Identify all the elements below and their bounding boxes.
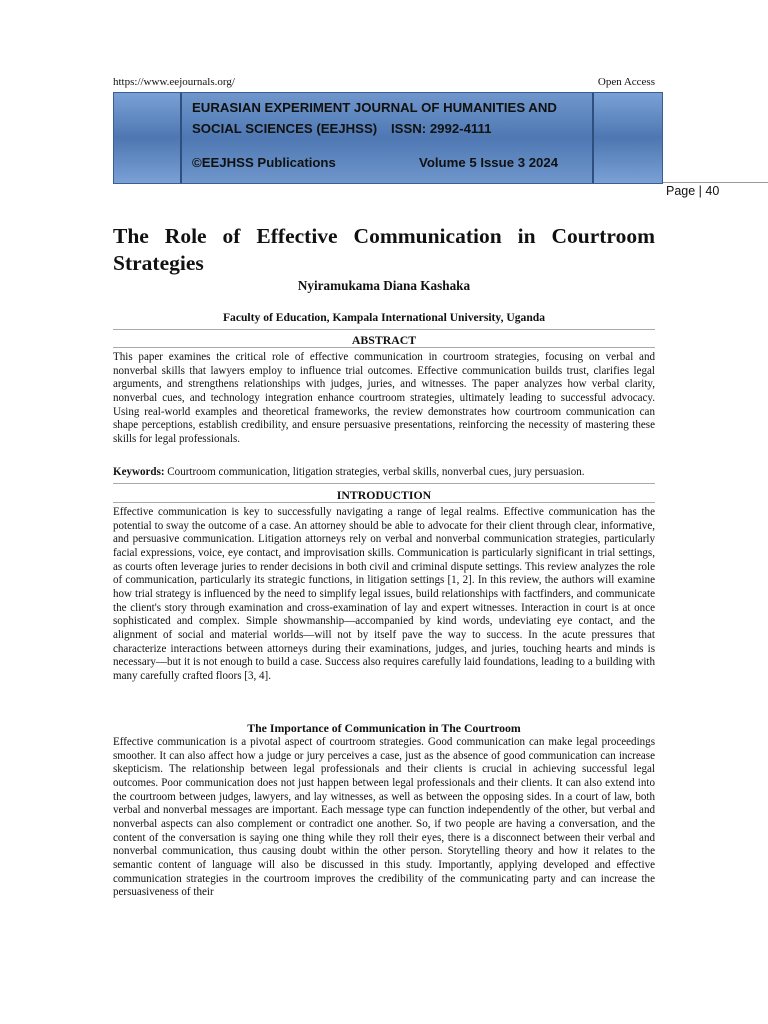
importance-text: Effective communication is a pivotal aspect of courtroom strategies. Good communication can make legal proceedings smoother. It can also affect how a judge or jury perceives a case, just as the absence of good communication can increase skepticism. The relationship between legal professionals and their clients is crucial in achieving successful legal outcomes. Poor communication does not just happen between legal professionals and their clients. It can also extend into the courtroom between judges, lawyers, and lay witnesses, as well as between the opposing sides. In a court of law, both verbal and nonverbal messages are important. Each message type can function independently of the other, but verbal and nonverbal aspects can also complement or contradict one another. So, if two people are having a conversation, and the content of the conversation is saying one thing while they roll their eyes, there is a disconnect between their verbal and nonverbal communication, thus causing doubt within the other person. Storytelling theory and how it relates to the semantic content of language will also be discussed in this study. Importantly, applying developed and effective communication strategies in the courtroom improves the credibility of the communicating party and can increase the persuasiveness of their (113, 736, 655, 899)
journal-name-line1: EURASIAN EXPERIMENT JOURNAL OF HUMANITIES AND (192, 100, 557, 115)
page-number: Page | 40 (666, 184, 720, 198)
keywords-text: Courtroom communication, litigation strategies, verbal skills, nonverbal cues, jury persuasion. (164, 466, 585, 478)
abstract-top-rule (113, 329, 655, 330)
banner-left-panel (114, 93, 182, 183)
journal-banner (113, 92, 663, 184)
banner-right-panel (592, 93, 662, 183)
introduction-heading-rule (113, 502, 655, 503)
article-title: The Role of Effective Communication in Courtroom Strategies (113, 224, 655, 275)
keywords-line (113, 466, 655, 480)
running-header (113, 75, 655, 89)
journal-name-line2: SOCIAL SCIENCES (EEJHSS) (192, 121, 378, 136)
abstract-heading: ABSTRACT (351, 333, 417, 347)
journal-publisher: ©EEJHSS Publications (192, 155, 336, 170)
abstract-heading-rule (113, 347, 655, 348)
author-affiliation: Faculty of Education, Kampala International University, Uganda (222, 311, 546, 324)
keywords-label: Keywords: (113, 466, 165, 478)
page-number-divider (663, 182, 768, 183)
introduction-text: Effective communication is key to successfully navigating a range of legal realms. Effective communication has the potential to sway the outcome of a case. An attorney should be able to advocate for their client through clear, informative, and persuasive communication. Litigation attorneys rely on verbal and nonverbal communication strategies, particularly facial expressions, voice, eye contact, and improvisation skills. Communication is particularly significant in trial settings, as courts often leverage juries to render decisions in both civil and criminal dispute settings. This review analyzes the role of communication, particularly its strategic functions, in litigation settings [1, 2]. In this review, the authors will examine how trial strategy is influenced by the need to simplify legal issues, build relationships with factfinders, and communicate the client's story through examination and cross-examination of lay and expert witnesses. Interaction in court is at once sophisticated and complex. Simple showmanship—accompanied by kind words, undeviating eye contact, and the alignment of social and material worlds—will not by itself pave the way to success. In the acute pressures that characterize interactions between attorneys during their examinations, judges, and juries, touching hearts and minds is necessary—but it is not enough to build a case. Success also requires carefully laid foundations, leading to a building with many carefully crafted floors [3, 4]. (113, 506, 655, 682)
journal-volume: Volume 5 Issue 3 2024 (419, 155, 559, 170)
open-access-label: Open Access (597, 76, 655, 88)
importance-heading: The Importance of Communication in The Courtroom (247, 721, 521, 735)
journal-issn: ISSN: 2992-4111 (391, 121, 492, 136)
abstract-text: This paper examines the critical role of effective communication in courtroom strategies, focusing on verbal and nonverbal skills that lawyers employ to influence trial outcomes. Effective communication builds trust, clarifies legal arguments, and strengthens relationships with judges, juries, and witnesses. The paper analyzes how verbal clarity, nonverbal cues, and technology integration enhance courtroom strategies, ultimately leading to successful advocacy. Using real-world examples and theoretical frameworks, the review demonstrates how courtroom communication can shape perceptions, establish credibility, and ensure persuasive presentations, reinforcing the necessity of mastering these skills for legal professionals. (113, 351, 655, 445)
article-author: Nyiramukama Diana Kashaka (297, 278, 471, 293)
journal-url[interactable]: https://www.eejournals.org/ (113, 76, 235, 88)
introduction-heading: INTRODUCTION (336, 488, 432, 502)
banner-center-panel (182, 93, 592, 183)
introduction-top-rule (113, 483, 655, 484)
